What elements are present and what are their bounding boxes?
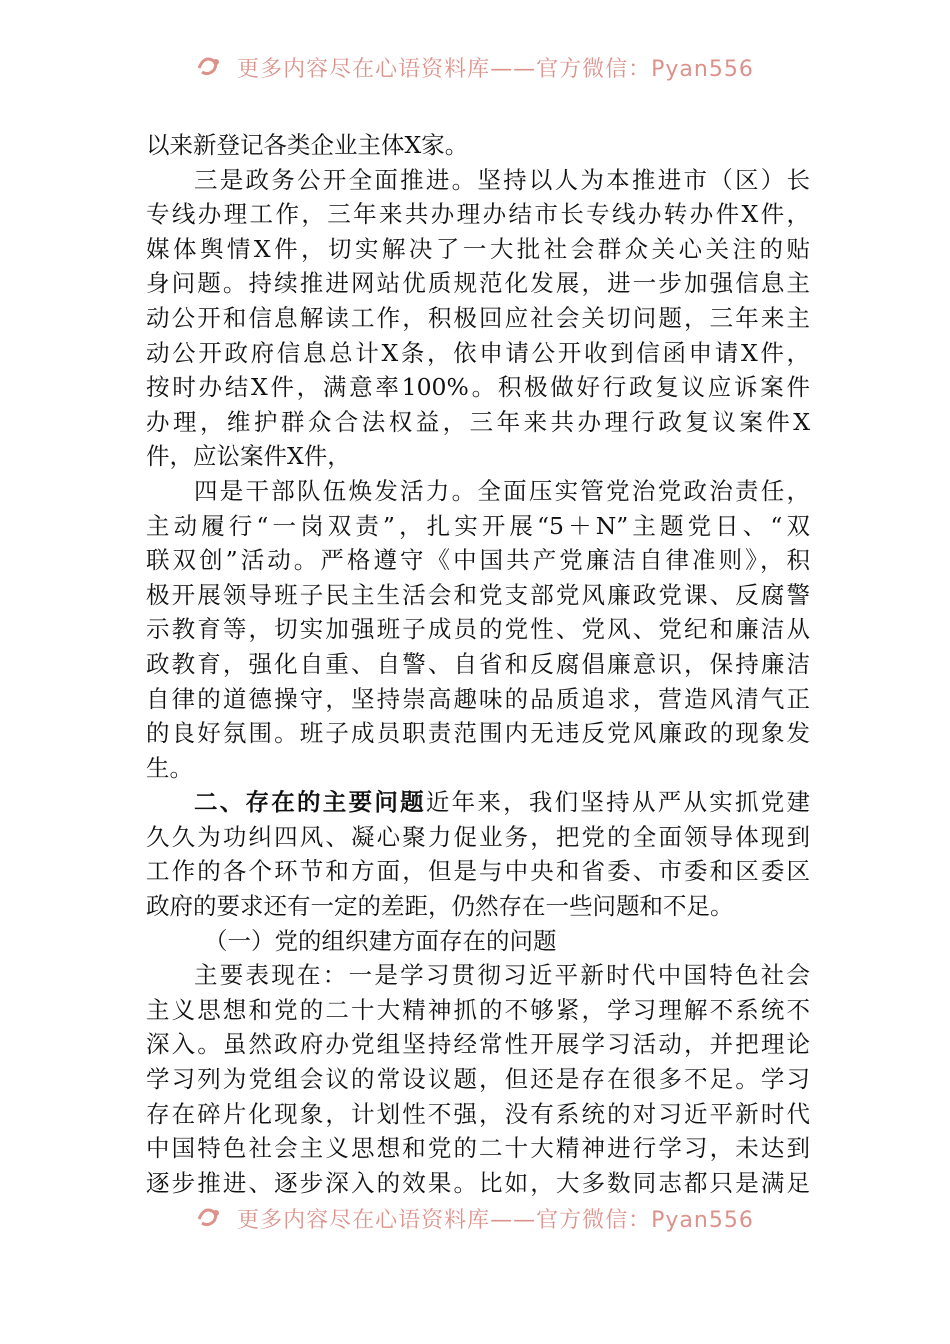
watermark-header <box>0 52 950 96</box>
paragraph-line: 存在碎片化现象，计划性不强，没有系统的对习近平新时代 <box>146 1099 810 1128</box>
paragraph-line: 主义思想和党的二十大精神抓的不够紧，学习理解不系统不 <box>146 995 810 1024</box>
paragraph-line: 学习列为党组会议的常设议题，但还是存在很多不足。学习 <box>146 1065 810 1094</box>
subsection-heading: （一）党的组织建方面存在的问题 <box>204 926 557 955</box>
paragraph-text: 近年来，我们坚持从严从实抓党建 <box>425 788 810 817</box>
watermark-text: 更多内容尽在心语资料库——官方微信：Pyan556 <box>237 1208 754 1233</box>
watermark-text: 更多内容尽在心语资料库——官方微信：Pyan556 <box>237 57 754 82</box>
document-body <box>146 128 810 1200</box>
brand-logo-icon <box>196 54 224 82</box>
watermark-footer <box>0 1203 950 1247</box>
paragraph-line: 件，应讼案件X件， <box>146 442 351 471</box>
paragraph-line: 自律的道德操守，坚持崇高趣味的品质追求，营造风清气正 <box>146 684 810 713</box>
paragraph-line: 久久为功纠四风、凝心聚力促业务，把党的全面领导体现到 <box>146 822 810 851</box>
paragraph-line: 动公开政府信息总计X条，依申请公开收到信函申请X件， <box>146 338 810 367</box>
paragraph-line: 三是政务公开全面推进。坚持以人为本推进市（区）长 <box>194 165 810 194</box>
paragraph-line: 按时办结X件，满意率100%。积极做好行政复议应诉案件 <box>146 373 810 402</box>
paragraph-line: 四是干部队伍焕发活力。全面压实管党治党政治责任， <box>194 476 810 505</box>
paragraph-line: 生。 <box>146 753 193 782</box>
paragraph-line: 深入。虽然政府办党组坚持经常性开展学习活动，并把理论 <box>146 1030 810 1059</box>
paragraph-line: 示教育等，切实加强班子成员的党性、党风、党纪和廉洁从 <box>146 615 810 644</box>
paragraph-line: 逐步推进、逐步深入的效果。比如，大多数同志都只是满足 <box>146 1168 810 1197</box>
paragraph-line: 媒体舆情X件，切实解决了一大批社会群众关心关注的贴 <box>146 234 810 263</box>
paragraph-line: 政教育，强化自重、自警、自省和反腐倡廉意识，保持廉洁 <box>146 649 810 678</box>
paragraph-line: 专线办理工作，三年来共办理办结市长专线办转办件X件， <box>146 200 810 229</box>
paragraph-line: 办理，维护群众合法权益，三年来共办理行政复议案件X <box>146 407 810 436</box>
section-heading: 二、存在的主要问题 <box>194 788 426 817</box>
brand-logo-icon <box>196 1205 224 1233</box>
paragraph-line: 联双创”活动。严格遵守《中国共产党廉洁自律准则》，积 <box>146 546 810 575</box>
paragraph-line: 主动履行“一岗双责”，扎实开展“5＋N”主题党日、“双 <box>146 511 810 540</box>
paragraph-line: 政府的要求还有一定的差距，仍然存在一些问题和不足。 <box>146 892 734 921</box>
paragraph-line: 的良好氛围。班子成员职责范围内无违反党风廉政的现象发 <box>146 719 810 748</box>
paragraph-line: 极开展领导班子民主生活会和党支部党风廉政党课、反腐警 <box>146 580 810 609</box>
paragraph-line: 动公开和信息解读工作，积极回应社会关切问题，三年来主 <box>146 303 810 332</box>
paragraph-line: 工作的各个环节和方面，但是与中央和省委、市委和区委区 <box>146 857 810 886</box>
paragraph-line: 身问题。持续推进网站优质规范化发展，进一步加强信息主 <box>146 269 810 298</box>
section-heading-line <box>146 785 810 820</box>
paragraph-line: 主要表现在：一是学习贯彻习近平新时代中国特色社会 <box>194 961 810 990</box>
paragraph-line: 以来新登记各类企业主体X家。 <box>146 131 469 159</box>
paragraph-line: 中国特色社会主义思想和党的二十大精神进行学习，未达到 <box>146 1134 810 1163</box>
